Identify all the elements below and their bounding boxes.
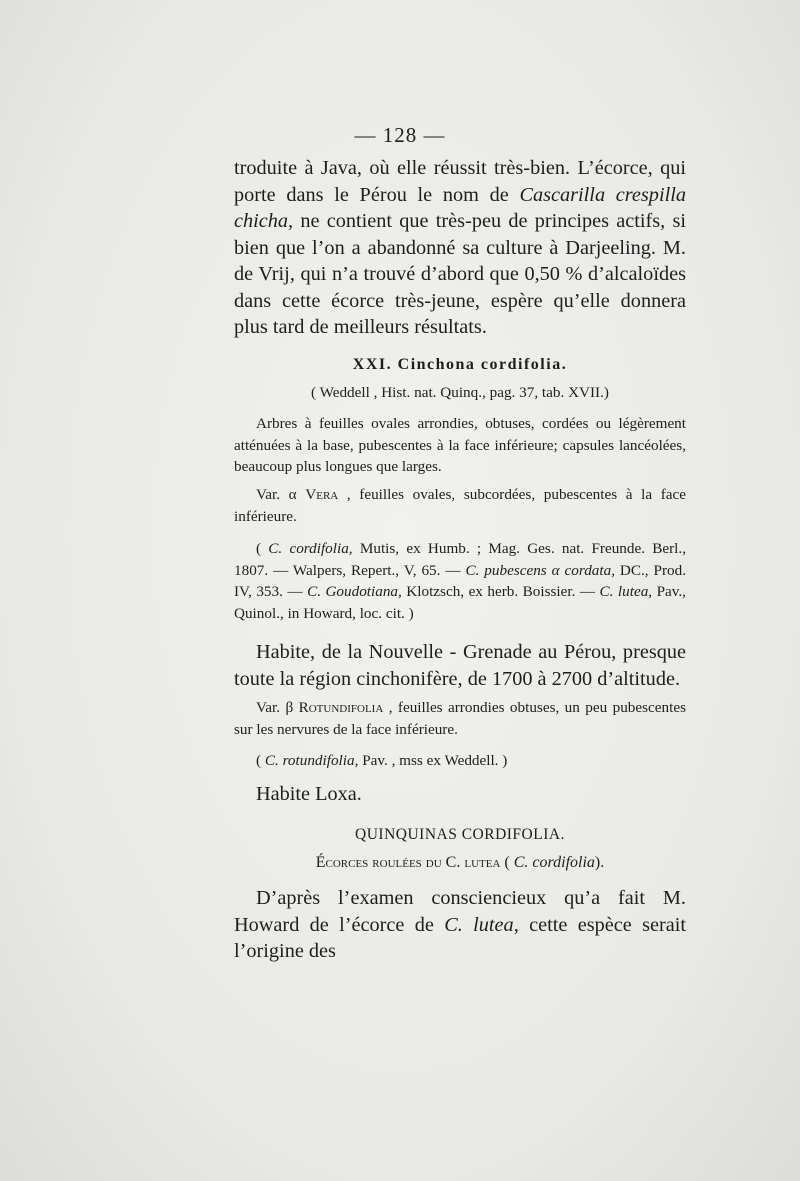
text-run: Klotzsch, ex herb. Boissier. — — [401, 583, 600, 600]
italic-term: C. rotundifolia, — [264, 752, 359, 769]
habitat-1 — [234, 639, 686, 692]
italic-term: C. lutea, — [444, 913, 519, 936]
var-prefix: Var. α — [256, 486, 306, 503]
italic-term: C. lutea, — [599, 583, 653, 600]
var-name: Vera — [305, 486, 339, 503]
var-prefix: Var. β — [256, 699, 299, 716]
description-text: Arbres à feuilles ovales arrondies, obtuses, cordées ou légèrement atténuées à la base, pubescentes à la face inférieure; capsules lancéolées, beaucoup plus longues que larges. — [234, 415, 686, 475]
text-run: Écorces roulées du C. lutea — [315, 854, 501, 871]
text-run: troduite à Java, où elle réussit très-bien. L’écorce, qui porte dans le Pérou le nom de — [234, 157, 686, 206]
page-number: — 128 — — [354, 123, 446, 147]
habitat-2 — [234, 781, 686, 808]
text-run: cette espèce serait l’origine des — [234, 913, 687, 962]
var-text: , feuilles ovales, subcordées, pubescentes à la face inférieure. — [234, 486, 687, 525]
italic-term: C. pubescens α cordata, — [465, 561, 615, 579]
italic-term: C. cordifolia, — [268, 540, 353, 557]
text-run: ). — [594, 854, 605, 871]
text-run: D’après l’examen consciencieux qu’a fait M. Howard de l’écorce de — [234, 887, 686, 936]
var-name: Rotundifolia — [298, 699, 384, 716]
habitat-text: Habite Loxa. — [256, 783, 362, 805]
text-run: ( — [500, 854, 514, 871]
text-run: DC., Prod. IV, 353. — — [234, 561, 687, 600]
italic-term: C. Goudotiana, — [307, 583, 402, 600]
text-run: ne contient que très-peu de principes actifs, si bien que l’on a abandonné sa culture à Darjeeling. M. de Vrij, qui n’a trouvé d’abord que 0,50 % d’alcaloïdes dans cette écorce très-jeune, espère qu’elle donnera plus tard de meilleurs résultats. — [234, 210, 686, 338]
synonyms — [234, 538, 686, 624]
variety-alpha — [234, 484, 686, 527]
subheading-quinquinas: QUINQUINAS CORDIFOLIA. — [355, 826, 565, 843]
text-run: ( — [256, 752, 265, 769]
italic-term: C. cordifolia — [513, 854, 595, 871]
citation: ( Weddell , Hist. nat. Quinq., pag. 37, tab. XVII.) — [311, 384, 609, 401]
synonyms-2 — [234, 750, 686, 772]
italic-term: Cascarilla crespilla chicha, — [234, 183, 686, 232]
habitat-text: Habite, de la Nouvelle - Grenade au Pérou, presque toute la région cinchonifère, de 1700 à 2700 d’altitude. — [234, 641, 686, 690]
description — [234, 413, 686, 478]
variety-beta — [234, 697, 686, 740]
text-run: ( — [256, 540, 269, 557]
subheading-ecorces — [234, 854, 686, 872]
var-text: , feuilles arrondies obtuses, un peu pubescentes sur les nervures de la face inférieure. — [234, 699, 686, 738]
text-run: Pav., Quinol., in Howard, loc. cit. ) — [234, 583, 686, 622]
paragraph-intro — [234, 155, 686, 341]
paragraph-final — [234, 885, 686, 965]
section-heading: XXI. Cinchona cordifolia. — [352, 356, 568, 373]
text-run: Pav. , mss ex Weddell. ) — [358, 752, 508, 769]
text-run: Mutis, ex Humb. ; Mag. Ges. nat. Freunde. Berl., 1807. — Walpers, Repert., V, 65. — — [234, 540, 686, 579]
